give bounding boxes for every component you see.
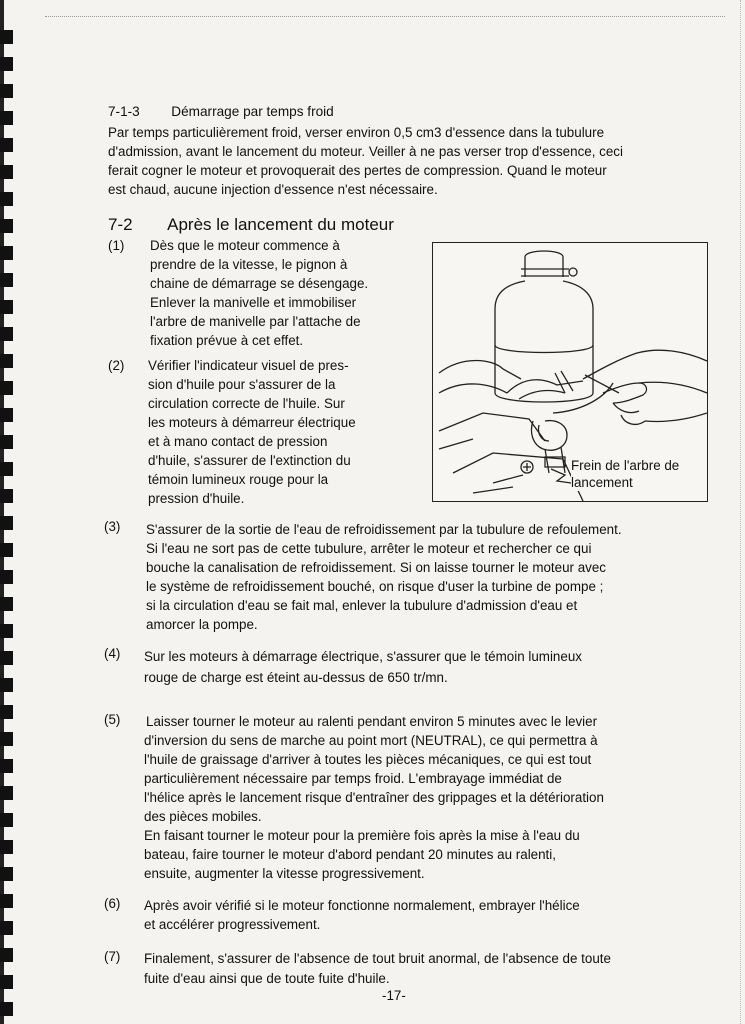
binding-tab [0, 543, 13, 557]
binding-tab [0, 300, 13, 314]
section-72-title: Après le lancement du moteur [167, 215, 394, 234]
item-line: l'arbre de manivelle par l'attache de [150, 314, 361, 329]
binding-tab [0, 570, 13, 584]
item-line: et accélérer progressivement. [144, 917, 321, 932]
item-line: les moteurs à démarreur électrique [148, 415, 356, 430]
binding-tab [0, 867, 13, 881]
item-line: d'inversion du sens de marche au point mort (NEUTRAL), ce qui permettra à [144, 733, 598, 748]
item-line: Enlever la manivelle et immobiliser [150, 295, 357, 310]
item-number: (5) [104, 712, 121, 727]
item-line: et à mano contact de pression [148, 434, 328, 449]
item-line: circulation correcte de l'huile. Sur [148, 396, 345, 411]
item-line: ensuite, augmenter la vitesse progressivement. [144, 866, 425, 881]
binding-tab [0, 921, 13, 935]
binding-tab [0, 705, 13, 719]
binding-tab [0, 192, 13, 206]
section-713-line: Par temps particulièrement froid, verser environ 0,5 cm3 d'essence dans la tubulure [108, 125, 605, 140]
caption-line: lancement [571, 475, 633, 490]
section-713-number: 7-1-3 [108, 104, 140, 119]
binding-tab [0, 30, 13, 44]
item-line: chaine de démarrage se désengage. [150, 276, 369, 291]
binding-tab [0, 678, 13, 692]
item-line: Si l'eau ne sort pas de cette tubulure, arrêter le moteur et rechercher ce qui [146, 541, 592, 556]
binding-comb [0, 0, 16, 1024]
binding-tab [0, 759, 13, 773]
item-number: (3) [104, 519, 121, 534]
binding-tab [0, 219, 13, 233]
binding-tab [0, 273, 13, 287]
item-number: (4) [104, 646, 121, 661]
binding-tab [0, 813, 13, 827]
binding-tab [0, 624, 13, 638]
item-line: sion d'huile pour s'assurer de la [148, 377, 336, 392]
binding-tab [0, 354, 13, 368]
caption-line: Frein de l'arbre de [571, 458, 680, 473]
section-713-title: Démarrage par temps froid [171, 104, 334, 119]
item-line: l'huile de graissage d'arriver à toutes les pièces mécaniques, ce qui est tout [144, 752, 592, 767]
item-line: Finalement, s'assurer de l'absence de tout bruit anormal, de l'absence de toute [144, 951, 611, 966]
binding-tab [0, 435, 13, 449]
section-72-heading [108, 214, 394, 236]
item-line: pression d'huile. [148, 491, 245, 506]
binding-tab [0, 327, 13, 341]
binding-tab [0, 462, 13, 476]
item-number: (6) [104, 896, 121, 911]
item-number: (1) [108, 238, 125, 253]
binding-tab [0, 489, 13, 503]
binding-tab [0, 651, 13, 665]
binding-tab [0, 975, 13, 989]
section-72-number: 7-2 [108, 215, 133, 234]
item-line: l'hélice après le lancement risque d'entraîner des grippages et la détérioration [144, 790, 604, 805]
binding-tab [0, 894, 13, 908]
item-line: particulièrement nécessaire par temps froid. L'embrayage immédiat de [144, 771, 562, 786]
item-line: En faisant tourner le moteur pour la première fois après la mise à l'eau du [144, 828, 580, 843]
binding-tab [0, 57, 13, 71]
item-line: si la circulation d'eau se fait mal, enlever la tubulure d'admission d'eau et [146, 598, 578, 613]
item-line: fixation prévue à cet effet. [150, 333, 304, 348]
binding-tab [0, 1002, 13, 1016]
section-713-line: est chaud, aucune injection d'essence n'est nécessaire. [108, 182, 438, 197]
section-713-line: ferait cogner le moteur et provoquerait des pertes de compression. Quand le moteur [108, 163, 607, 178]
binding-tab [0, 165, 13, 179]
binding-tab [0, 786, 13, 800]
right-edge-rule [740, 0, 741, 1024]
binding-tab [0, 948, 13, 962]
item-line: bateau, faire tourner le moteur d'abord pendant 20 minutes au ralenti, [144, 847, 556, 862]
top-rule [45, 16, 725, 17]
binding-tab [0, 111, 13, 125]
item-line: témoin lumineux rouge pour la [148, 472, 329, 487]
binding-tab [0, 246, 13, 260]
figure-caption [571, 457, 679, 491]
engine-illustration [432, 242, 708, 502]
item-line: des pièces mobiles. [144, 809, 262, 824]
item-line: S'assurer de la sortie de l'eau de refroidissement par la tubulure de refoulement. [146, 522, 622, 537]
item-line: Vérifier l'indicateur visuel de pres- [148, 358, 349, 373]
item-line: d'huile, s'assurer de l'extinction du [148, 453, 351, 468]
item-line: Laisser tourner le moteur au ralenti pendant environ 5 minutes avec le levier [146, 714, 598, 729]
item-number: (7) [104, 949, 121, 964]
binding-tab [0, 516, 13, 530]
binding-tab [0, 732, 13, 746]
page-number: -17- [382, 988, 406, 1003]
item-line: bouche la canalisation de refroidissement. Si on laisse tourner le moteur avec [146, 560, 606, 575]
item-line: amorcer la pompe. [146, 617, 258, 632]
binding-tab [0, 408, 13, 422]
binding-tab [0, 138, 13, 152]
item-line: prendre de la vitesse, le pignon à [150, 257, 348, 272]
section-713-heading [108, 103, 334, 121]
binding-tab [0, 381, 13, 395]
binding-tab [0, 840, 13, 854]
item-line: rouge de charge est éteint au-dessus de 650 tr/mn. [144, 670, 448, 685]
item-line: Dès que le moteur commence à [150, 238, 340, 253]
binding-tab [0, 597, 13, 611]
item-number: (2) [108, 358, 125, 373]
item-line: Après avoir vérifié si le moteur fonctionne normalement, embrayer l'hélice [144, 898, 580, 913]
item-line: Sur les moteurs à démarrage électrique, s'assurer que le témoin lumineux [144, 649, 582, 664]
item-line: fuite d'eau ainsi que de toute fuite d'huile. [144, 971, 390, 986]
section-713-line: d'admission, avant le lancement du moteur. Veiller à ne pas verser trop d'essence, ceci [108, 144, 623, 159]
item-line: le système de refroidissement bouché, on risque d'user la turbine de pompe ; [146, 579, 604, 594]
binding-tab [0, 84, 13, 98]
